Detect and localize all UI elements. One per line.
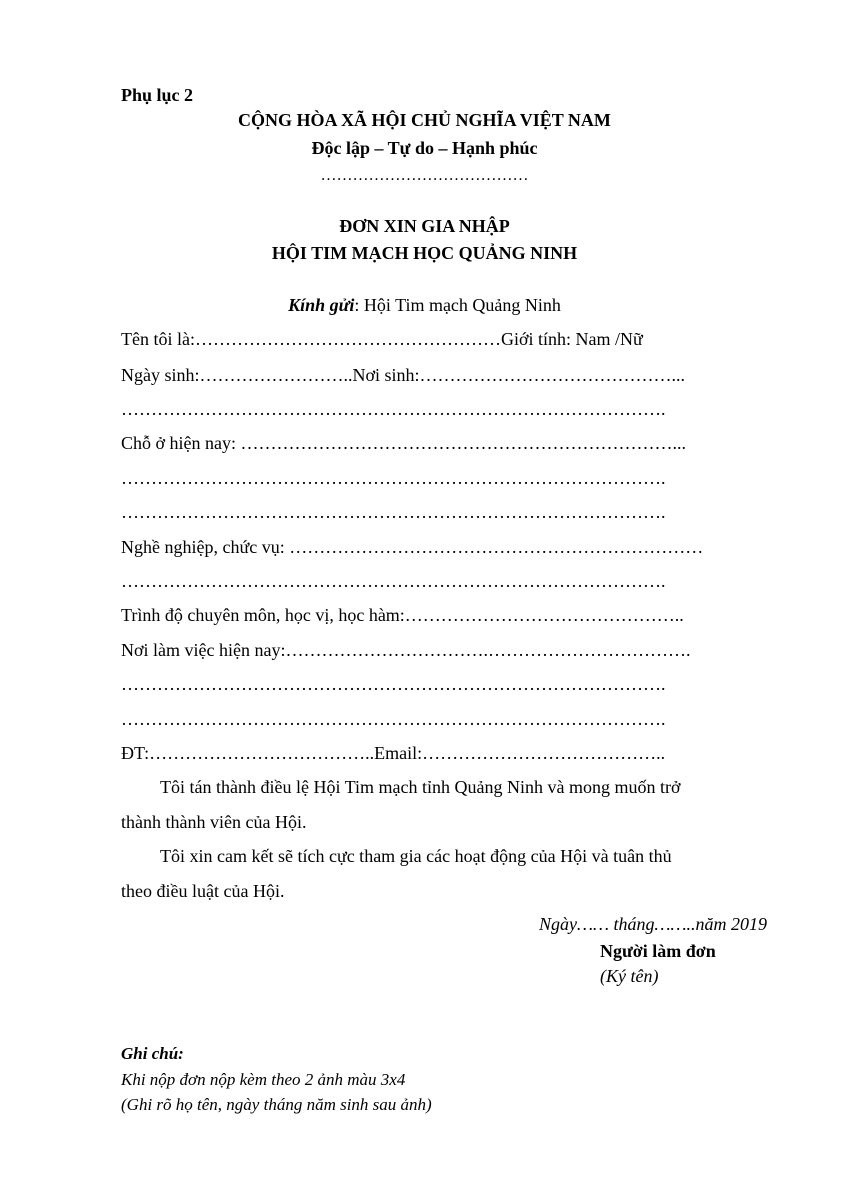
salutation-recipient: : Hội Tim mạch Quảng Ninh [354,295,561,315]
field-workplace-continuation-2: ………………………………………………………………………………. [121,709,666,729]
country-name: CỘNG HÒA XÃ HỘI CHỦ NGHĨA VIỆT NAM [238,110,611,130]
field-qualification: Trình độ chuyên môn, học vị, học hàm:……………………………………….. [121,605,684,625]
national-motto: Độc lập – Tự do – Hạnh phúc [311,138,538,158]
appendix-label: Phụ lục 2 [121,85,194,105]
field-birth-continuation: ………………………………………………………………………………. [121,399,666,419]
body-paragraph-1-line-2: thành thành viên của Hội. [121,812,307,832]
field-workplace-continuation-1: ………………………………………………………………………………. [121,674,666,694]
field-birth: Ngày sinh:……………………..Nơi sinh:……………………………………... [121,365,686,385]
body-paragraph-2-line-1: Tôi xin cam kết sẽ tích cực tham gia các hoạt động của Hội và tuân thủ [160,846,672,866]
signature-date: Ngày…… tháng……..năm 2019 [538,914,767,934]
form-title-line2: HỘI TIM MẠCH HỌC QUẢNG NINH [271,243,578,263]
field-occupation-continuation: ………………………………………………………………………………. [121,571,666,591]
field-residence-continuation-1: ………………………………………………………………………………. [121,468,666,488]
field-phone-email: ĐT:………………………………..Email:………………………………….. [121,743,666,763]
header-divider: ………………………………… [320,167,529,184]
form-title-line1: ĐƠN XIN GIA NHẬP [339,216,510,236]
field-occupation: Nghề nghiệp, chức vụ: …………………………………………………………… [121,537,704,557]
field-workplace: Nơi làm việc hiện nay:…………………………….……………………………. [121,640,691,660]
field-residence-continuation-2: ………………………………………………………………………………. [121,502,666,522]
salutation-label: Kính gửi [288,295,355,315]
field-residence: Chỗ ở hiện nay: ………………………………………………………………... [121,433,687,453]
footnote-line-1: Khi nộp đơn nộp kèm theo 2 ảnh màu 3x4 [121,1070,406,1089]
footnote-heading: Ghi chú: [121,1044,184,1063]
application-form-page: Phụ lục 2 CỘNG HÒA XÃ HỘI CHỦ NGHĨA VIỆT NAM Độc lập – Tự do – Hạnh phúc ………………………………… ĐƠN XIN GIA NHẬP HỘI TIM MẠCH HỌC QUẢNG NINH Kính gửi: Hội Tim mạch Quảng Ninh Tên tôi là:……………………………………………Giới tính: Nam /Nữ Ngày sinh:……………………..Nơi sinh:……………………………………... ………………………………………………………………………………. Chỗ ở hiện nay: ………………………………………………………………... ………………………………………………………………………………. ………………………………………………………………………………. Nghề nghiệp, chức vụ: …………………………………………………………… ………………………………………………………………………………. Trình độ chuyên môn, học vị, học hàm:……………………………………….. Nơi làm việc hiện nay:…………………………….……………………………. ………………………………………………………………………………. ………………………………………………………………………………. ĐT:………………………………..Email:………………………………….. Tôi tán thành điều lệ Hội Tim mạch tỉnh Quảng Ninh và mong muốn trở thành thành viên của Hội. Tôi xin cam kết sẽ tích cực tham gia các hoạt động của Hội và tuân thủ theo điều luật của Hội. Ngày…… tháng……..năm 2019 Người làm đơn (Ký tên) Ghi chú: Khi nộp đơn nộp kèm theo 2 ảnh màu 3x4 (Ghi rõ họ tên, ngày tháng năm sinh sau ảnh) [0,0,849,1200]
field-name-gender: Tên tôi là:……………………………………………Giới tính: Nam /Nữ [121,329,643,349]
body-paragraph-1-line-1: Tôi tán thành điều lệ Hội Tim mạch tỉnh Quảng Ninh và mong muốn trở [160,777,681,797]
body-paragraph-2-line-2: theo điều luật của Hội. [121,881,285,901]
footnote-line-2: (Ghi rõ họ tên, ngày tháng năm sinh sau ảnh) [121,1095,432,1114]
salutation [0,296,849,314]
